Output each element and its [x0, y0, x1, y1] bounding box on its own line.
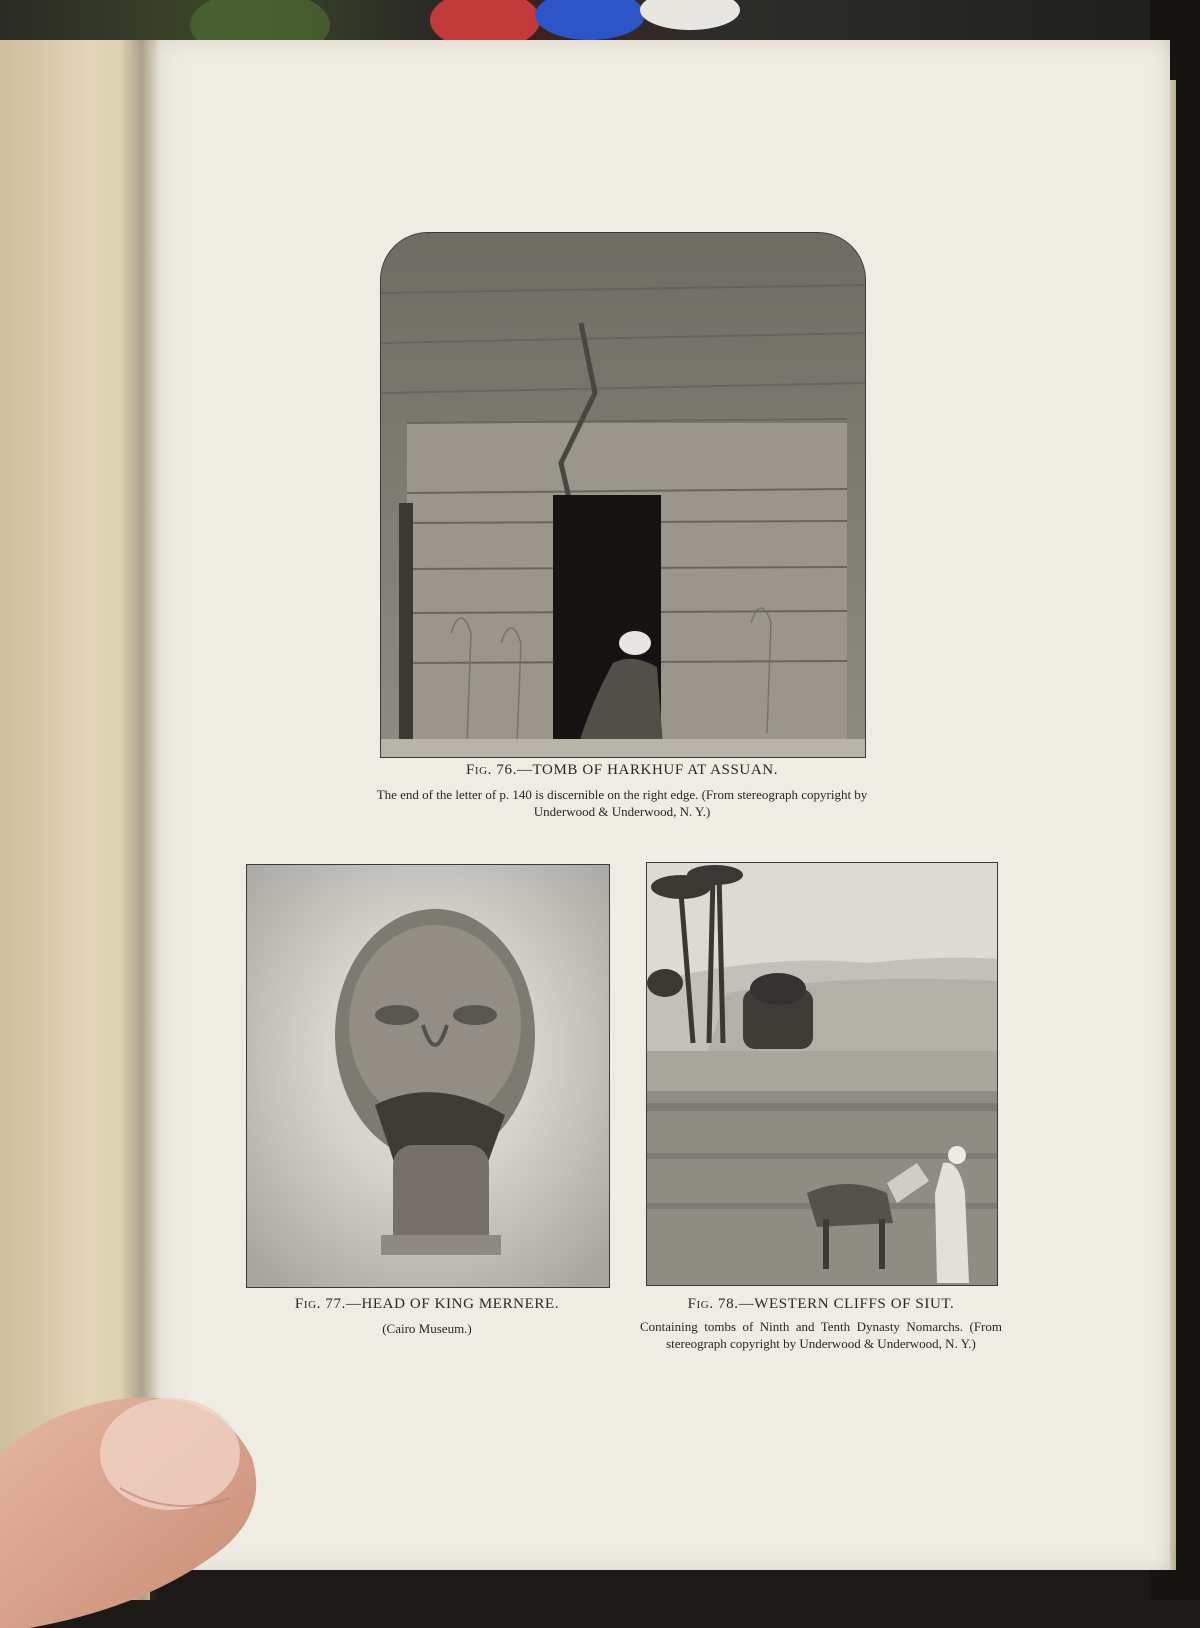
fig-76-label: Fig. 76. — [465, 762, 517, 778]
fig-77-note: (Cairo Museum.) — [382, 1321, 472, 1336]
white-toy-shape — [640, 0, 740, 30]
fig-77-label: Fig. 77. — [294, 1296, 346, 1312]
photo-head-of-king-mernere — [246, 864, 610, 1288]
fig-78-caption — [646, 1296, 996, 1313]
fig-78-title: —WESTERN CLIFFS OF SIUT. — [738, 1296, 955, 1312]
fig-78-note: Containing tombs of Ninth and Tenth Dynasty Nomarchs. (From stereograph copyright by Underwood & Underwood, N. Y.) — [640, 1319, 1002, 1351]
fig-76-title: —TOMB OF HARKHUF AT ASSUAN. — [516, 762, 779, 778]
photo-western-cliffs-of-siut — [646, 862, 998, 1286]
fig-78-label: Fig. 78. — [687, 1296, 739, 1312]
fig-77-title: —HEAD OF KING MERNERE. — [345, 1296, 560, 1312]
blue-toy-shape — [535, 0, 645, 40]
photo-tomb-of-harkhuf — [380, 232, 866, 758]
fig-76-note: The end of the letter of p. 140 is discernible on the right edge. (From stereograph copyright by Underwood & Underwood, N. Y.) — [376, 787, 868, 819]
holding-thumb — [0, 1368, 270, 1628]
gutter-shadow — [120, 40, 160, 1600]
fig-76-caption — [380, 762, 864, 779]
fig-77-caption — [246, 1296, 608, 1313]
book-page — [134, 40, 1170, 1570]
